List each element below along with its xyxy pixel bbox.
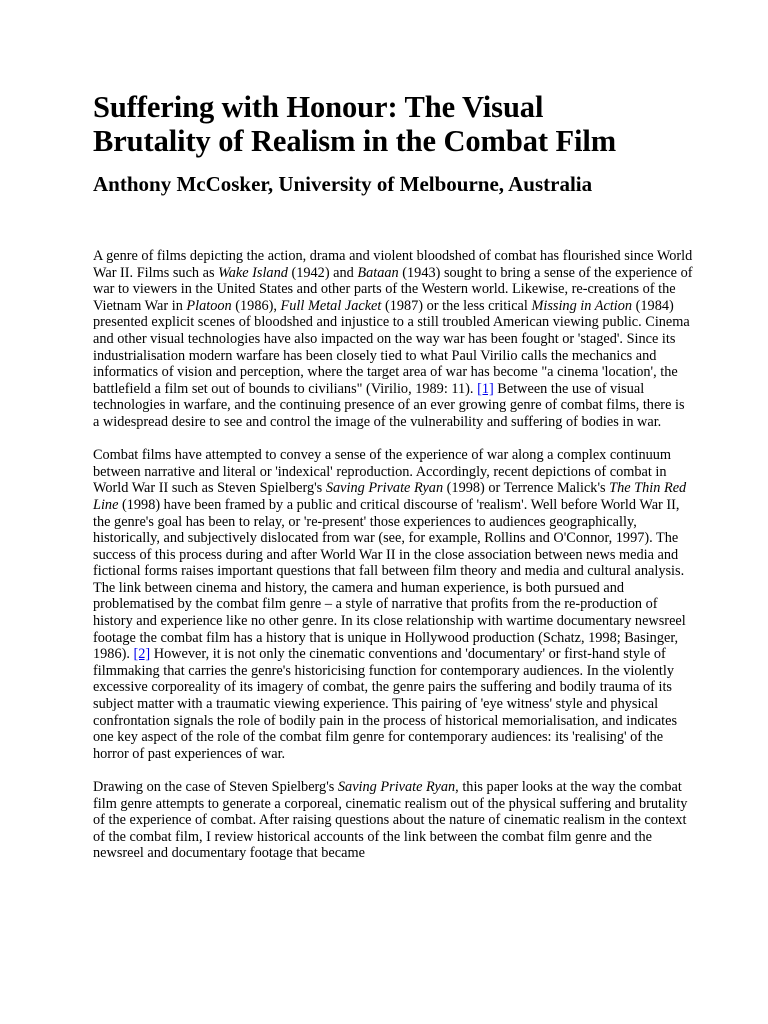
text-run: (1943) sought to bring a sense of the experience of war to viewers in the United States and other parts of the Western world. Likewise, re-creations of the Vietnam War in <box>93 264 693 314</box>
film-title: Bataan <box>357 264 399 281</box>
film-title: Wake Island <box>218 264 288 281</box>
title-line-2: Brutality of Realism in the Combat Film <box>93 124 617 158</box>
paragraph-1 <box>93 248 693 431</box>
paragraph-3 <box>93 779 693 862</box>
text-run: (1984) presented explicit scenes of bloodshed and injustice to a still troubled American viewing public. Cinema and other visual technologies have also impacted on the way war has been fought or 'staged'. Since its industrialisation modern warfare has been closely tied to what Paul Virilio calls the mechanics and informatics of vision and perception, where the target area of war has become "a cinema 'location', the battlefield a film set out of bounds to civilians" (Virilio, 1989: 11). <box>93 297 690 397</box>
text-run: (1986), <box>231 297 281 314</box>
paragraph-2 <box>93 447 693 762</box>
footnote-link-2[interactable]: [2] <box>133 646 151 663</box>
text-run: (1942) and <box>287 264 358 281</box>
text-run: (1998) have been framed by a public and critical discourse of 'realism'. Well before World War II, the genre's goal has been to relay, or 're-present' those experiences to audiences geographically, historically, and subjectively dislocated from war (see, for example, Rollins and O'Connor, 1997). The success of this process during and after World War II in the close association between news media and fictional forms raises important questions that fall between film theory and media and cultural analysis. The link between cinema and history, the camera and human experience, is both pursued and problematised by the combat film genre – a style of narrative that profits from the re-production of history and experience like no other genre. In its close relationship with wartime documentary newsreel footage the combat film has a history that is unique in Hollywood production (Schatz, 1998; Basinger, 1986). <box>93 496 686 663</box>
text-run: A genre of films depicting the action, drama and violent bloodshed of combat has flourished since World War II. Films such as <box>93 248 693 281</box>
text-run: (1998) or Terrence Malick's <box>443 480 610 497</box>
page-title <box>93 90 698 158</box>
text-run: , this paper looks at the way the combat film genre attempts to generate a corporeal, cinematic realism out of the physical suffering and brutality of the experience of combat. After raising questions about the nature of cinematic realism in the context of the combat film, I review historical accounts of the link between the combat film genre and the newsreel and documentary footage that became <box>93 779 688 862</box>
text-run: (1987) or the less critical <box>381 297 532 314</box>
text-run: Drawing on the case of Steven Spielberg's <box>93 779 338 795</box>
text-run: However, it is not only the cinematic conventions and 'documentary' or first-hand style of filmmaking that carries the genre's historicising function for contemporary audiences. In the violently excessive corporeality of its imagery of combat, the genre pairs the suffering and bodily trauma of its subject matter with a traumatic viewing experience. This pairing of 'eye witness' style and physical confrontation signals the role of bodily pain in the process of historical memorialisation, and indicates one key aspect of the role of the combat film genre for contemporary audiences: its 'realising' of the horror of past experiences of war. <box>93 646 678 762</box>
film-title: Missing in Action <box>531 297 633 314</box>
author-line: Anthony McCosker, University of Melbourne, Australia <box>93 172 593 196</box>
film-title: The Thin Red Line <box>93 480 687 513</box>
film-title: Platoon <box>186 297 232 314</box>
film-title: Saving Private Ryan <box>325 480 444 497</box>
body-text <box>93 248 693 879</box>
text-run: Combat films have attempted to convey a sense of the experience of war along a complex continuum between narrative and literal or 'indexical' reproduction. Accordingly, recent depictions of combat in World War II such as Steven Spielberg's <box>93 447 672 497</box>
film-title: Full Metal Jacket <box>280 297 382 314</box>
film-title: Saving Private Ryan <box>337 779 456 795</box>
footnote-link-1[interactable]: [1] <box>477 380 494 397</box>
title-line-1: Suffering with Honour: The Visual <box>93 90 544 124</box>
text-run: Between the use of visual technologies in warfare, and the continuing presence of an ever growing genre of combat films, there is a widespread desire to see and control the image of the vulnerability and suffering of bodies in war. <box>93 380 685 430</box>
